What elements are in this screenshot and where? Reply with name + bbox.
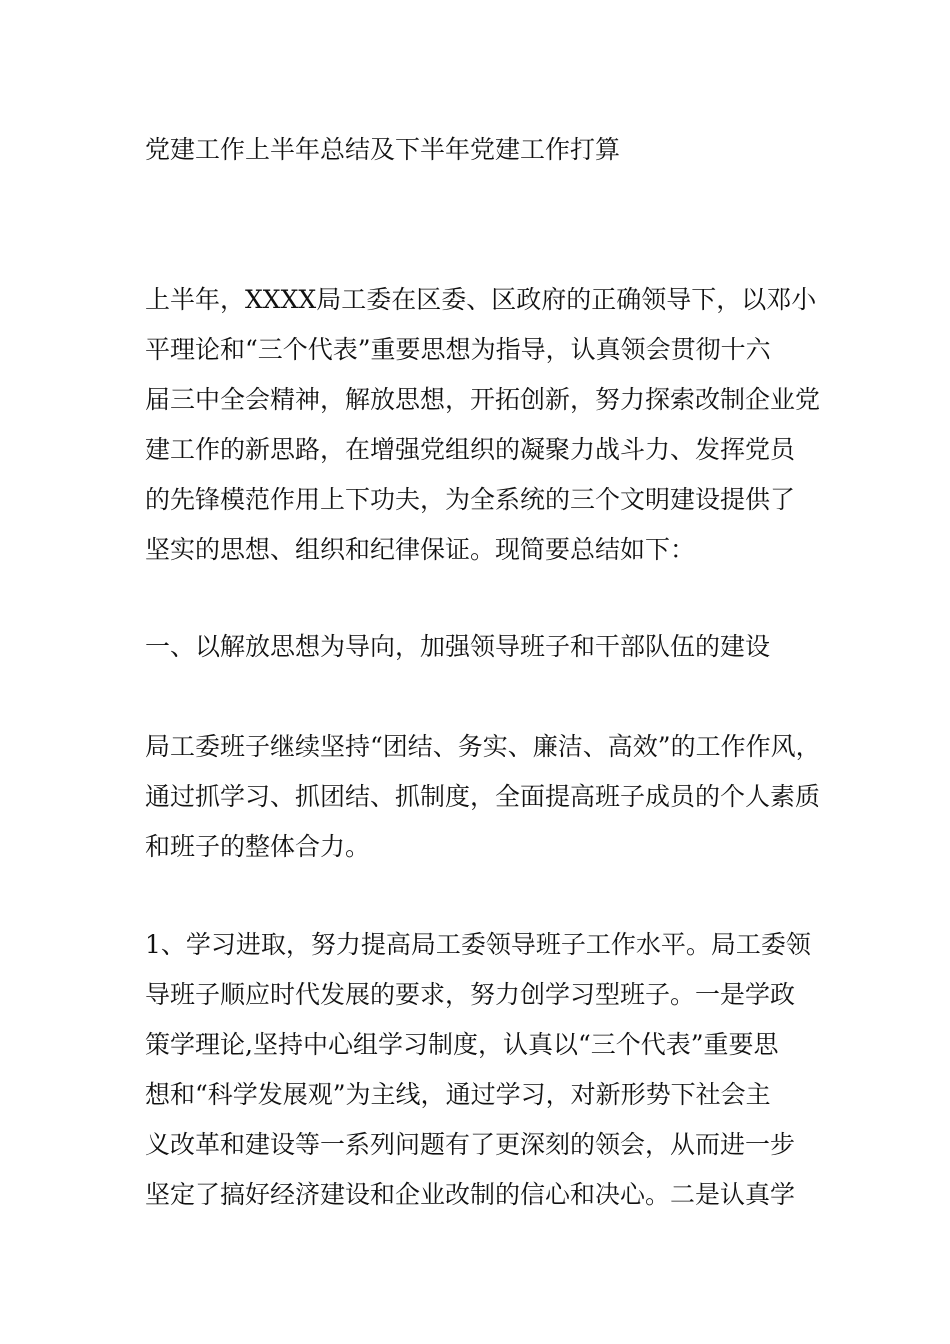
text-line: 平理论和“三个代表”重要思想为指导，认真领会贯彻十六 [145, 335, 771, 364]
section-heading-text: 一、以解放思想为导向，加强领导班子和干部队伍的建设 [145, 632, 771, 661]
text-line: 通过抓学习、抓团结、抓制度，全面提高班子成员的个人素质 [145, 782, 821, 811]
item-paragraph [145, 920, 810, 1220]
intro-paragraph [145, 275, 821, 575]
text-line: 届三中全会精神，解放思想，开拓创新，努力探索改制企业党 [145, 385, 821, 414]
text-line: 1、学习进取，努力提高局工委领导班子工作水平。局工委领 [145, 930, 811, 959]
text-line: 坚定了搞好经济建设和企业改制的信心和决心。二是认真学 [145, 1180, 796, 1209]
text-line: 建工作的新思路，在增强党组织的凝聚力战斗力、发挥党员 [145, 435, 796, 464]
text-line: 策学理论,坚持中心组学习制度，认真以“三个代表”重要思 [145, 1030, 779, 1059]
text-line: 上半年，XXXX局工委在区委、区政府的正确领导下，以邓小 [145, 285, 817, 314]
text-line: 的先锋模范作用上下功夫，为全系统的三个文明建设提供了 [145, 485, 796, 514]
section-heading [145, 622, 810, 672]
text-line: 想和“科学发展观”为主线，通过学习，对新形势下社会主 [145, 1080, 771, 1109]
document-title: 党建工作上半年总结及下半年党建工作打算 [145, 135, 621, 164]
text-line: 局工委班子继续坚持“团结、务实、廉洁、高效”的工作作风， [145, 732, 821, 761]
text-line: 和班子的整体合力。 [145, 832, 371, 861]
text-line: 导班子顺应时代发展的要求，努力创学习型班子。一是学政 [145, 980, 796, 1009]
text-line: 坚实的思想、组织和纪律保证。现简要总结如下： [145, 535, 696, 564]
section-paragraph [145, 722, 821, 872]
text-line: 义改革和建设等一系列问题有了更深刻的领会，从而进一步 [145, 1130, 796, 1159]
